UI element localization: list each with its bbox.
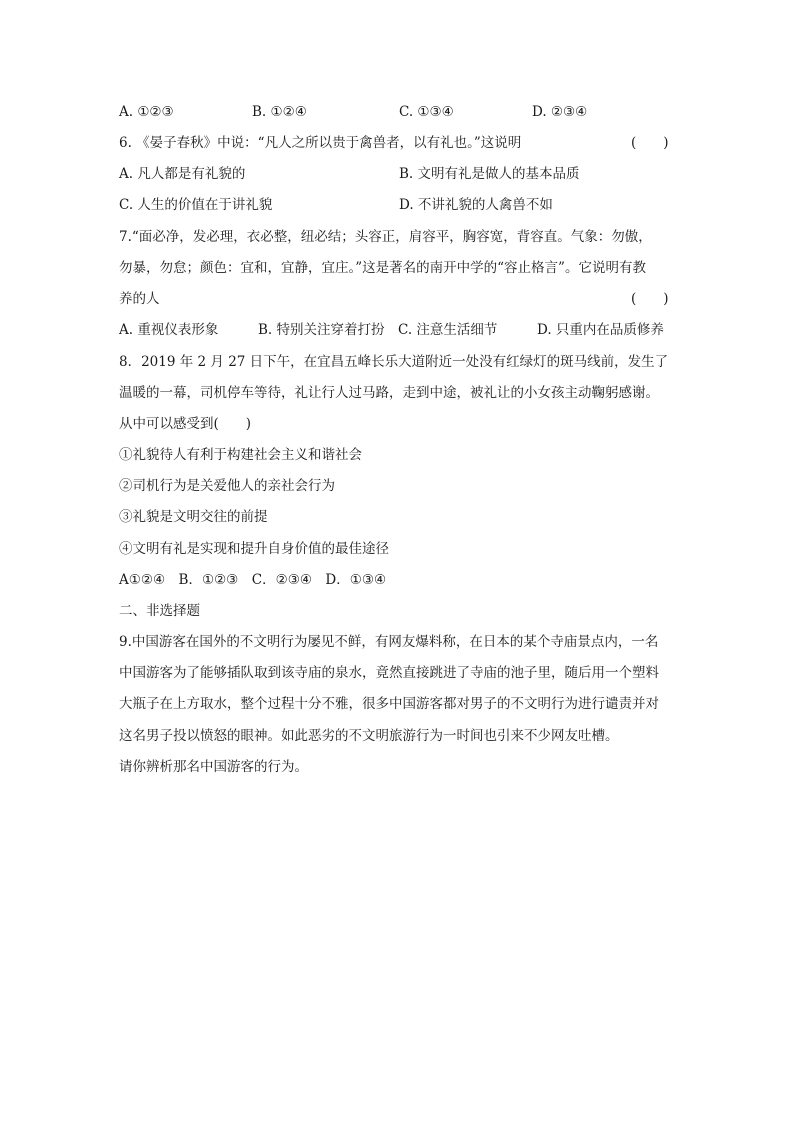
q9-stem-line-3: 大瓶子在上方取水，整个过程十分不雅，很多中国游客都对男子的不文明行为进行谴责并对 [119,696,659,712]
q8-statement-2: ②司机行为是关爱他人的亲社会行为 [119,478,335,494]
q7-stem-line-2: 勿暴，勿怠；颜色：宜和，宜静，宜庄。”这是著名的南开中学的“容止格言”。它说明有教 [119,260,646,276]
q6-option-c: C. 人生的价值在于讲礼貌 [119,197,273,213]
q7-stem-line-1: 7.“面必净，发必理，衣必整，纽必结；头容正，肩容平，胸容宽，背容直。气象：勿傲， [119,229,652,245]
q9-stem-line-1: 9.中国游客在国外的不文明行为屡见不鲜，有网友爆料称，在日本的某个寺庙景点内，一名 [119,634,659,650]
section-heading: 二、非选择题 [119,603,200,619]
q5-option-a: A. ①②③ [119,104,174,120]
q9-stem-line-4: 这名男子投以愤怒的眼神。如此恶劣的不文明旅游行为一时间也引来不少网友吐槽。 [119,728,619,744]
q8-statement-1: ①礼貌待人有利于构建社会主义和谐社会 [119,447,362,463]
q6-option-d: D. 不讲礼貌的人禽兽不如 [399,197,553,213]
q8-stem-line-2: 温暖的一幕，司机停车等待，礼让行人过马路，走到中途，被礼让的小女孩主动鞠躬感谢。 [119,385,659,401]
q5-option-b: B. ①②④ [252,104,307,120]
q5-option-c: C. ①③④ [399,104,454,120]
q7-stem-line-3: 养的人 [119,291,160,307]
q7-answer-paren: ( ) [631,291,669,307]
q8-options: A①②④ B．①②③ C．②③④ D．①③④ [119,572,387,588]
q6-option-b: B. 文明有礼是做人的基本品质 [399,166,580,182]
q8-statement-4: ④文明有礼是实现和提升自身价值的最佳途径 [119,541,389,557]
q7-option-a: A. 重视仪表形象 [119,322,219,338]
q6-stem: 6. 《晏子春秋》中说：“凡人之所以贵于禽兽者，以有礼也。”这说明 [119,135,522,151]
q9-question: 请你辨析那名中国游客的行为。 [119,759,308,775]
q5-option-d: D. ②③④ [532,104,588,120]
q9-stem-line-2: 中国游客为了能够插队取到该寺庙的泉水，竟然直接跳进了寺庙的池子里，随后用一个塑料 [119,665,659,681]
q8-stem-line-3: 从中可以感受到( ) [119,416,252,432]
q7-option-d: D. 只重内在品质修养 [537,322,664,338]
q8-statement-3: ③礼貌是文明交往的前提 [119,509,268,525]
q7-option-c: C. 注意生活细节 [398,322,498,338]
q8-stem-line-1: 8．2019 年 2 月 27 日下午，在宜昌五峰长乐大道附近一处没有红绿灯的斑马线前，发生了 [119,354,669,370]
q6-option-a: A. 凡人都是有礼貌的 [119,166,246,182]
q7-option-b: B. 特别关注穿着打扮 [258,322,385,338]
q6-answer-paren: ( ) [631,135,669,151]
